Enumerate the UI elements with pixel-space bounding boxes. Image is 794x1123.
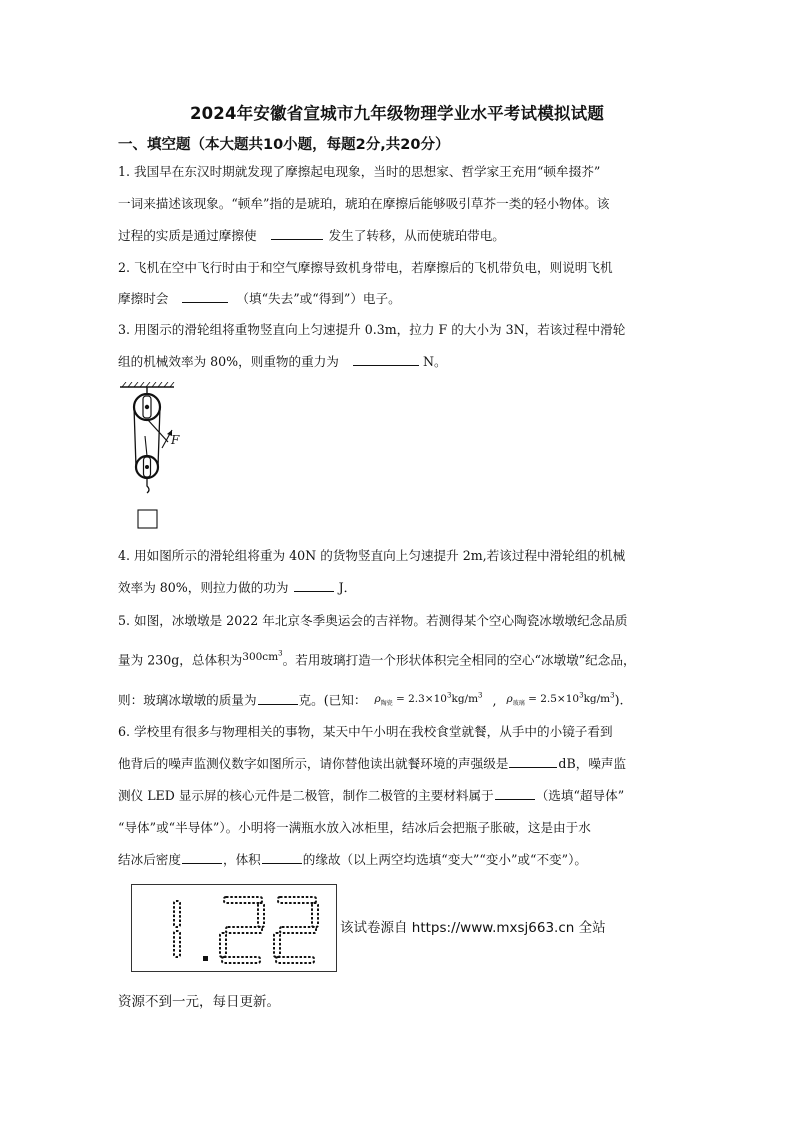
pulley-system-figure — [118, 382, 188, 532]
noise-monitor-display — [131, 884, 337, 972]
q5-line-2 — [118, 649, 636, 671]
section-heading: 一、填空题（本大题共10小题，每题2分,共20分） — [118, 137, 450, 153]
q6-line-2 — [118, 755, 626, 773]
q2-text-a: 摩擦时会 — [118, 291, 169, 306]
q5-volume: 300cm3 — [242, 649, 283, 663]
q4-line-1: 4. 用如图所示的滑轮组将重为 40N 的货物竖直向上匀速提升 2m,若该过程中滑轮组的机械 — [118, 548, 626, 563]
q1-text-b: 发生了转移，从而使琥珀带电。 — [328, 228, 505, 243]
hook — [147, 478, 149, 493]
q6-text-g: 的缘故（以上两空均选填“变大”“变小”或“不变”）。 — [302, 852, 587, 867]
rope-left — [134, 407, 136, 467]
q5-line-3: 则：玻璃冰墩墩的质量为 克。(已知： $^{\rho_{陶瓷} = 2.3\times 10^3kg/m^3}$ , $^{\rho_{玻璃} = 2.5\times 10^3kg/m^3}$). — [118, 691, 624, 708]
q6-blank-db[interactable] — [509, 756, 557, 768]
q2-text-b: （填“失去”或“得到”）电子。 — [236, 291, 401, 306]
q6-text-a: 他背后的噪声监测仪数字如图所示，请你替他读出就餐环境的声强级是 — [118, 756, 509, 771]
q6-blank-volume[interactable] — [262, 852, 302, 864]
q2-answer-blank[interactable] — [182, 291, 228, 303]
q6-text-d: （选填“超导体” — [535, 788, 625, 803]
q1-line-3 — [118, 227, 505, 245]
q5-text-a: 量为 230g，总体积为 — [118, 652, 243, 668]
q6-line-5 — [118, 851, 587, 869]
q1-text-a: 过程的实质是通过摩擦使 — [118, 228, 257, 243]
q3-line-1: 3. 用图示的滑轮组将重物竖直向上匀速提升 0.3m，拉力 F 的大小为 3N，若该过程中滑轮 — [118, 322, 626, 337]
source-note-line1: 该试卷源自 https://www.mxsj663.cn 全站 — [340, 920, 606, 936]
q1-answer-blank[interactable] — [271, 228, 323, 240]
q5-density-ceramic: ρ陶瓷 = 2.3×103kg/m3 — [374, 691, 483, 707]
q2-line-2 — [118, 290, 401, 308]
q6-text-e: 结冰后密度 — [118, 852, 181, 867]
q4-answer-blank[interactable] — [294, 580, 334, 592]
q3-text-a: 组的机械效率为 80%，则重物的重力为 — [118, 354, 339, 369]
decimal-point — [203, 956, 208, 961]
q2-line-1: 2. 飞机在空中飞行时由于和空气摩擦导致机身带电，若摩擦后的飞机带负电，则说明飞机 — [118, 260, 613, 275]
q5-text-e: ). — [614, 692, 624, 708]
q3-line-2 — [118, 353, 447, 371]
q4-text-b: J． — [338, 580, 357, 595]
q5-text-d: 克。(已知： — [298, 692, 367, 708]
q6-blank-density[interactable] — [182, 852, 222, 864]
q6-text-b: dB，噪声监 — [558, 756, 627, 771]
q5-text-b: 。若用玻璃打造一个形状体积完全相同的空心“冰墩墩”纪念品， — [282, 652, 636, 668]
q6-line-4: “导体”或“半导体”）。小明将一满瓶水放入冰柜里，结冰后会把瓶子胀破，这是由于水 — [118, 820, 591, 835]
led-digits — [132, 885, 336, 971]
exam-title: 2024年安徽省宣城市九年级物理学业水平考试模拟试题 — [189, 104, 605, 123]
force-label: F — [171, 433, 180, 447]
source-note-line2: 资源不到一元，每日更新。 — [118, 994, 280, 1010]
q3-answer-blank[interactable] — [353, 354, 419, 366]
load-box — [138, 510, 157, 528]
q5-line-1: 5. 如图，冰墩墩是 2022 年北京冬季奥运会的吉祥物。若测得某个空心陶瓷冰墩墩纪念品质 — [118, 613, 628, 628]
rope-pull — [148, 420, 168, 442]
q1-line-1: 1. 我国早在东汉时期就发现了摩擦起电现象，当时的思想家、哲学家王充用“顿牟掇芥” — [118, 164, 601, 179]
q5-answer-blank[interactable] — [258, 693, 298, 705]
rope-right — [158, 407, 160, 467]
q6-text-f: ，体积 — [222, 852, 261, 867]
q4-line-2 — [118, 579, 356, 597]
q5-text-c: 则：玻璃冰墩墩的质量为 — [118, 692, 257, 708]
q6-line-1: 6. 学校里有很多与物理相关的事物，某天中午小明在我校食堂就餐，从手中的小镜子看到 — [118, 724, 613, 739]
q6-blank-material[interactable] — [495, 788, 535, 800]
q5-density-glass: ρ玻璃 = 2.5×103kg/m3 — [506, 691, 615, 707]
q6-line-3 — [118, 787, 624, 805]
q3-text-b: N。 — [422, 354, 447, 369]
q6-text-c: 测仪 LED 显示屏的核心元件是二极管，制作二极管的主要材料属于 — [118, 788, 494, 803]
q1-line-2: 一词来描述该现象。“顿牟”指的是琥珀，琥珀在摩擦后能够吸引草芥一类的轻小物体。该 — [118, 196, 610, 211]
q4-text-a: 效率为 80%，则拉力做的功为 — [118, 580, 289, 595]
